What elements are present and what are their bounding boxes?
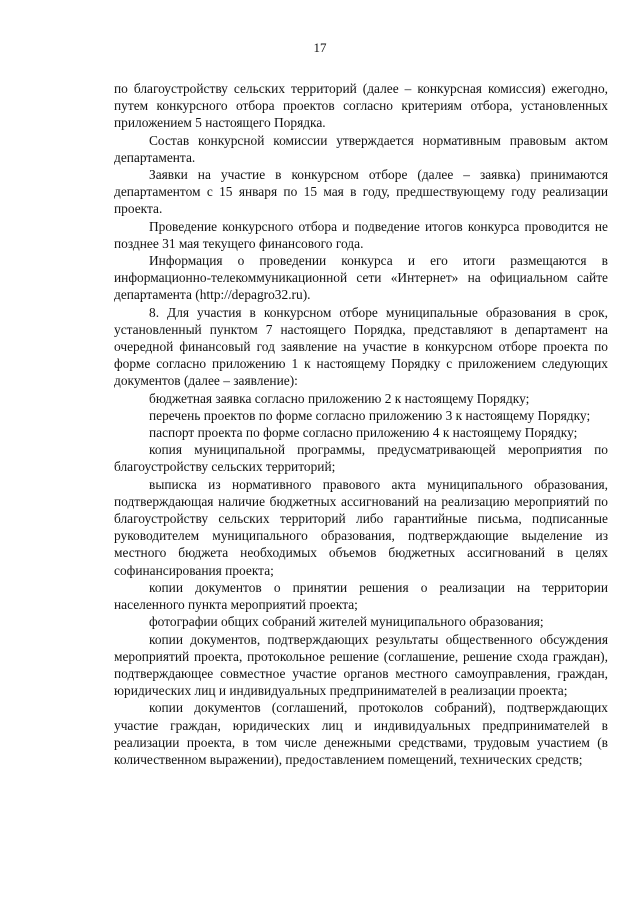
paragraph-results-deadline: Проведение конкурсного отбора и подведение итогов конкурса проводится не позднее 31 мая текущего финансового года. bbox=[114, 218, 608, 251]
list-item-budget-extract: выписка из нормативного правового акта муниципального образования, подтверждающая наличие бюджетных ассигнований на реализацию мероприятий по благоустройству сельских территорий либо гарантийные письма, подписанные руководителем муниципального образования, подтверждающие выделение из местного бюджета необходимых объемов бюджетных ассигнований в целях софинансирования проекта; bbox=[114, 476, 608, 578]
list-item-project-passport: паспорт проекта по форме согласно приложению 4 к настоящему Порядку; bbox=[149, 425, 578, 441]
paragraph-commission-continuation: по благоустройству сельских территорий (далее – конкурсная комиссия) ежегодно, путем конкурсного отбора проектов согласно критериям отбора, установленных приложением 5 настоящего Порядка. bbox=[114, 81, 608, 131]
list-item-participation-documents: копии документов (соглашений, протоколов собраний), подтверждающих участие граждан, юридических лиц и индивидуальных предпринимателей в реализации проекта, в том числе денежными средствами, трудовым участием (в количественном выражении), предоставлением помещений, технических средств; bbox=[114, 700, 608, 767]
paragraph-commission-composition: Состав конкурсной комиссии утверждается нормативным правовым актом департамента. bbox=[114, 132, 608, 165]
list-item-discussion-documents: копии документов, подтверждающих результаты общественного обсуждения мероприятий проекта, протокольное решение (соглашение, решение схода граждан), подтверждающее совместное участие органов местного самоуправления, граждан, юридических лиц и индивидуальных предпринимателей в реализации проекта; bbox=[114, 631, 608, 699]
list-item-budget-request: бюджетная заявка согласно приложению 2 к настоящему Порядку; bbox=[149, 390, 530, 406]
list-item-decision-copies: копии документов о принятии решения о реализации на территории населенного пункта мероприятий проекта; bbox=[114, 579, 608, 613]
paragraph-section-8: 8. Для участия в конкурсном отборе муниципальные образования в срок, установленный пунктом 7 настоящего Порядка, представляют в департамент на очередной финансовый год заявление на участие в конкурсном отборе проекта по форме согласно приложению 1 к настоящему Порядку с приложением следующих документов (далее – заявление): bbox=[114, 304, 608, 389]
paragraph-application-dates: Заявки на участие в конкурсном отборе (далее – заявка) принимаются департаментом с 15 января по 15 мая в году, предшествующему году реализации проекта. bbox=[114, 167, 608, 217]
page-number: 17 bbox=[313, 40, 327, 55]
list-item-municipal-program: копия муниципальной программы, предусматривающей мероприятия по благоустройству сельских территорий; bbox=[114, 442, 608, 475]
list-item-meeting-photos: фотографии общих собраний жителей муниципального образования; bbox=[149, 614, 544, 630]
document-body bbox=[114, 80, 608, 768]
list-item-project-list: перечень проектов по форме согласно приложению 3 к настоящему Порядку; bbox=[149, 407, 591, 423]
paragraph-publication: Информация о проведении конкурса и его итоги размещаются в информационно-телекоммуникационной сети «Интернет» на официальном сайте департамента (http://depagro32.ru). bbox=[114, 253, 608, 303]
